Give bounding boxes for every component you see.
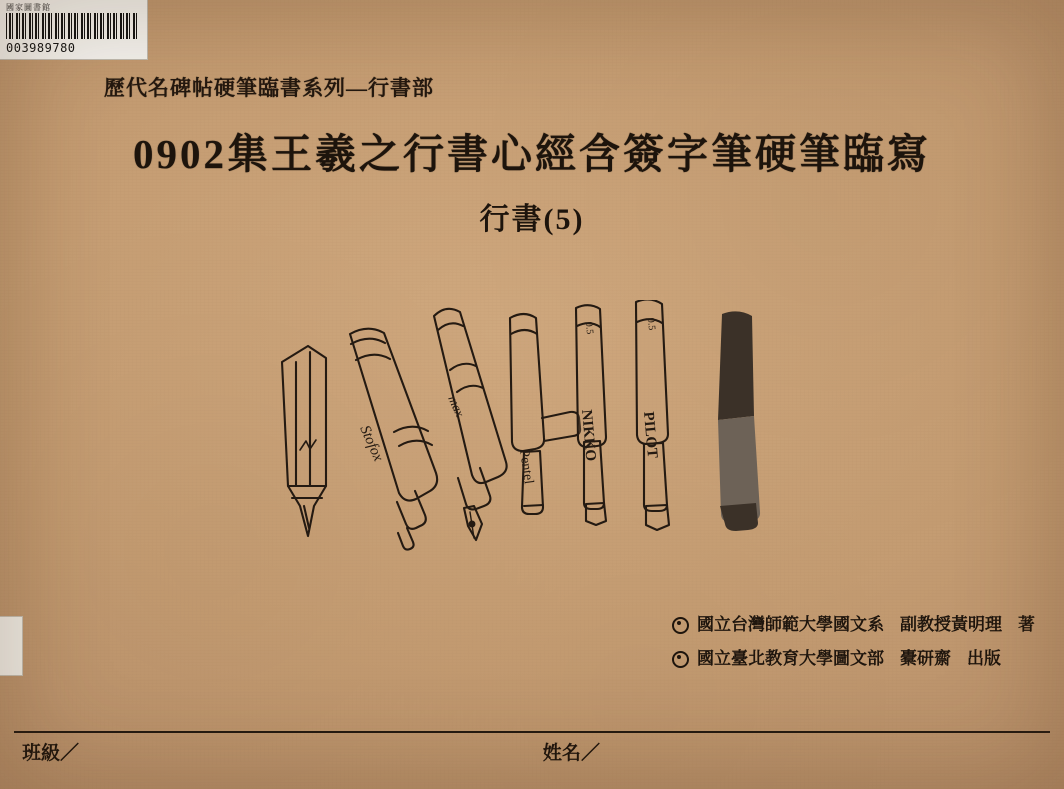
svg-text:NIKKO: NIKKO [578, 408, 599, 462]
fountain-pen-max [434, 309, 507, 540]
page-subtitle: 行書(5) [479, 203, 585, 236]
name-field [543, 738, 600, 765]
name-field-label: 姓名 [543, 743, 582, 764]
credit-org: 國立臺北教育大學圖文部 [697, 649, 884, 668]
svg-text:Stofox: Stofox [356, 423, 387, 464]
credit-person: 副教授黃明理 [900, 615, 1002, 634]
class-field-label: 班級 [22, 743, 61, 764]
credit-role: 著 [1018, 615, 1035, 634]
series-line: 歷代名碑帖硬筆臨書系列—行書部 [104, 76, 434, 100]
svg-text:max: max [445, 393, 468, 420]
pens-illustration [252, 300, 812, 562]
barcode-number: 003989780 [6, 41, 76, 55]
barcode-icon [6, 13, 138, 39]
library-barcode-label [0, 0, 148, 60]
credit-person: 橐研齋 [900, 649, 951, 668]
left-edge-tab [0, 616, 23, 676]
svg-text:PILOT: PILOT [640, 410, 661, 459]
pen-nikko [576, 305, 606, 525]
credit-row [672, 608, 1035, 642]
marker-stofox [350, 329, 437, 550]
divider [14, 731, 1050, 733]
svg-text:0.5: 0.5 [583, 321, 596, 335]
credit-role: 出版 [967, 649, 1001, 668]
svg-text:0.5: 0.5 [645, 317, 658, 331]
pen-pilot [636, 300, 669, 530]
class-field [22, 738, 79, 765]
page-title: 0902集王羲之行書心經含簽字筆硬筆臨寫 [133, 131, 931, 177]
svg-text:Pentel: Pentel [516, 448, 536, 486]
circle-dot-icon [672, 651, 689, 668]
pen-dark-solid [718, 311, 760, 531]
name-field-slash: ／ [581, 743, 601, 764]
credits-block [672, 608, 1035, 676]
highlighter-pentel [510, 314, 580, 514]
library-name: 國家圖書館 [6, 3, 51, 12]
circle-dot-icon [672, 617, 689, 634]
class-field-slash: ／ [60, 743, 80, 764]
credit-row [672, 642, 1035, 676]
pencil-wooden [282, 346, 326, 536]
credit-org: 國立台灣師範大學國文系 [697, 615, 884, 634]
